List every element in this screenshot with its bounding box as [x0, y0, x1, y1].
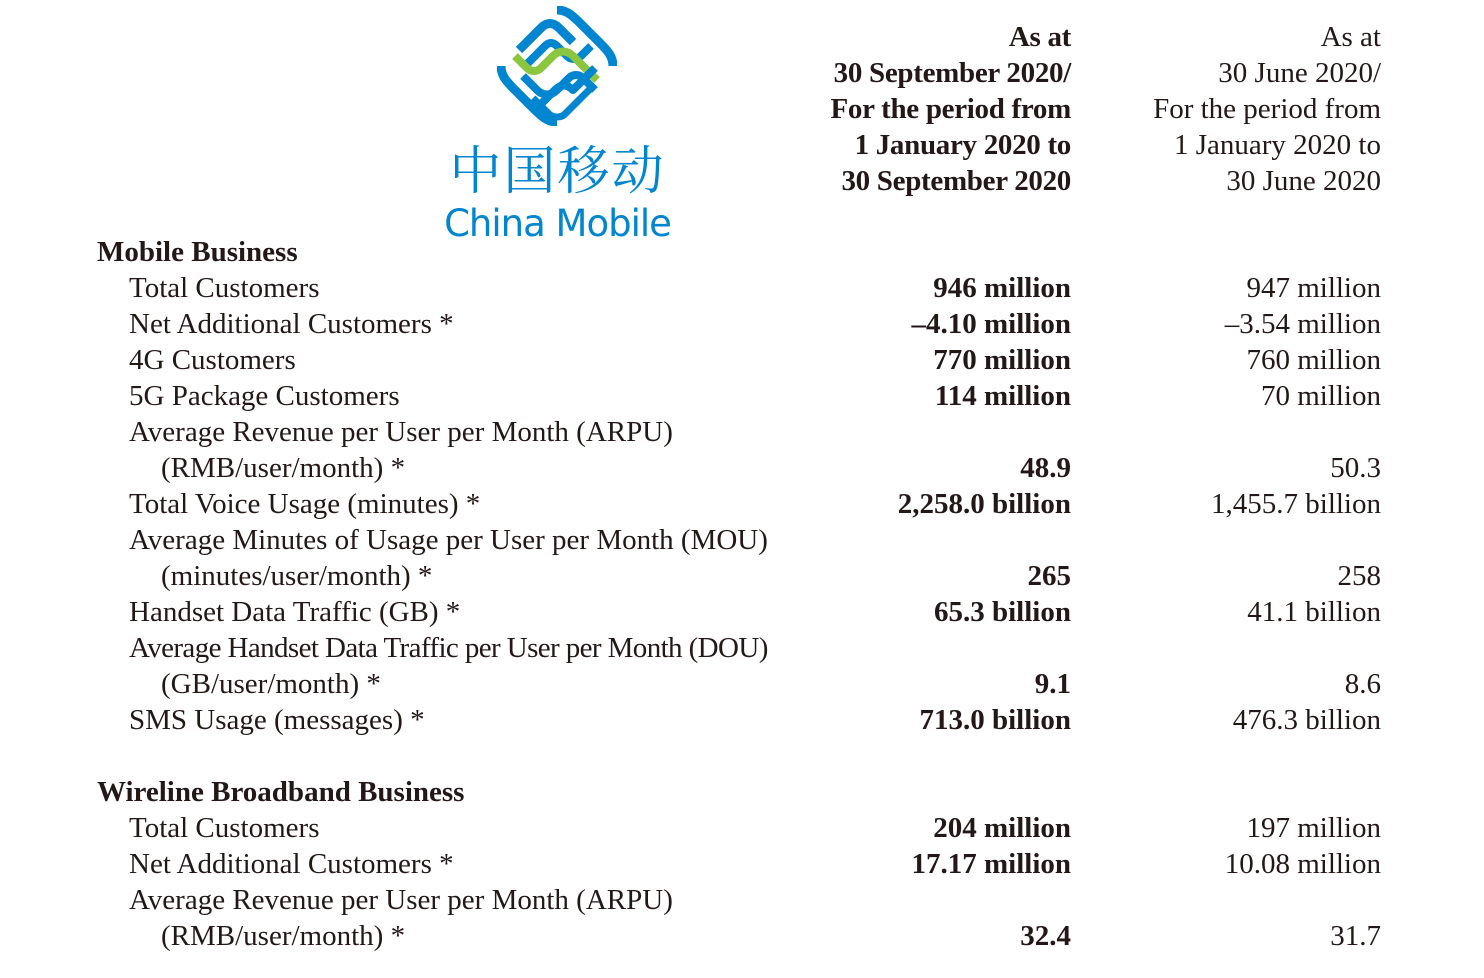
- row-label: 4G Customers: [129, 344, 296, 376]
- table-row-mobile-5g-customers: [0, 378, 1484, 414]
- current-value: 204 million: [933, 812, 1071, 844]
- row-label: Average Minutes of Usage per User per Month (MOU): [129, 524, 768, 556]
- row-label: Average Handset Data Traffic per User per Month (DOU): [129, 632, 768, 664]
- table-row-wireline-arpu: [0, 918, 1484, 954]
- section-spacer: [0, 738, 1484, 774]
- current-value: 114 million: [934, 380, 1071, 412]
- table-row-wireline-net-additional: [0, 846, 1484, 882]
- table-row-wireline-total-customers: [0, 810, 1484, 846]
- prior-value: 31.7: [1330, 920, 1381, 952]
- column-header-line: 1 January 2020 to: [1174, 129, 1381, 161]
- current-value: 265: [1027, 560, 1071, 592]
- column-header-line: 30 September 2020/: [833, 57, 1071, 89]
- prior-value: 760 million: [1246, 344, 1381, 376]
- prior-value: 50.3: [1330, 452, 1381, 484]
- table-row-mobile-total-customers: [0, 270, 1484, 306]
- prior-value: 10.08 million: [1224, 848, 1381, 880]
- current-value: 65.3 billion: [934, 596, 1071, 628]
- current-value: 17.17 million: [911, 848, 1071, 880]
- logo-chinese-name: 中国移动: [449, 142, 666, 202]
- column-header-line: 30 June 2020/: [1218, 57, 1381, 89]
- prior-value: 476.3 billion: [1232, 704, 1381, 736]
- current-value: 2,258.0 billion: [897, 488, 1071, 520]
- column-header-current-period: [831, 19, 1072, 199]
- table-row-mobile-arpu-title: [0, 414, 1484, 450]
- column-header-line: As at: [1008, 21, 1071, 53]
- table-row-mobile-handset-data: [0, 594, 1484, 630]
- row-label: SMS Usage (messages) *: [129, 704, 425, 736]
- current-value: 946 million: [933, 272, 1071, 304]
- prior-value: 947 million: [1246, 272, 1381, 304]
- row-label: (RMB/user/month) *: [161, 452, 406, 484]
- row-label: Average Revenue per User per Month (ARPU): [129, 884, 673, 916]
- table-row-wireline-arpu-title: [0, 882, 1484, 918]
- table-row-mobile-voice-usage: [0, 486, 1484, 522]
- row-label: (GB/user/month) *: [161, 668, 381, 700]
- column-header-line: 30 September 2020: [841, 165, 1071, 197]
- prior-value: 197 million: [1246, 812, 1381, 844]
- prior-value: 41.1 billion: [1247, 596, 1381, 628]
- section-heading-wireline: [0, 774, 1484, 810]
- column-header-line: As at: [1320, 21, 1381, 53]
- section-heading-mobile: [0, 234, 1484, 270]
- table-row-mobile-sms-usage: [0, 702, 1484, 738]
- row-label: Total Customers: [129, 272, 320, 304]
- current-value: 48.9: [1020, 452, 1071, 484]
- table-row-mobile-arpu: [0, 450, 1484, 486]
- current-value: 9.1: [1034, 668, 1071, 700]
- current-value: –4.10 million: [911, 308, 1071, 340]
- table-row-mobile-mou: [0, 558, 1484, 594]
- china-mobile-emblem-icon: [497, 6, 617, 126]
- column-header-line: For the period from: [830, 93, 1071, 125]
- prior-value: 258: [1337, 560, 1381, 592]
- row-label: (minutes/user/month) *: [161, 560, 433, 592]
- china-mobile-logo: [440, 4, 675, 244]
- row-label: Total Customers: [129, 812, 320, 844]
- row-label: Average Revenue per User per Month (ARPU): [129, 416, 673, 448]
- current-value: 770 million: [933, 344, 1071, 376]
- column-header-line: 1 January 2020 to: [854, 129, 1071, 161]
- row-label: Net Additional Customers *: [129, 848, 454, 880]
- table-row-mobile-dou: [0, 666, 1484, 702]
- current-value: 32.4: [1020, 920, 1071, 952]
- prior-value: –3.54 million: [1224, 308, 1381, 340]
- operating-data-table: [0, 234, 1484, 954]
- row-label: Handset Data Traffic (GB) *: [129, 596, 461, 628]
- table-row-mobile-4g-customers: [0, 342, 1484, 378]
- table-row-mobile-net-additional: [0, 306, 1484, 342]
- row-label: Net Additional Customers *: [129, 308, 454, 340]
- logo-english-name: China Mobile: [444, 202, 671, 245]
- table-row-mobile-dou-title: [0, 630, 1484, 666]
- column-header-line: For the period from: [1153, 93, 1381, 125]
- current-value: 713.0 billion: [919, 704, 1071, 736]
- section-title: Wireline Broadband Business: [97, 776, 465, 808]
- table-row-mobile-mou-title: [0, 522, 1484, 558]
- row-label: 5G Package Customers: [129, 380, 400, 412]
- column-header-line: 30 June 2020: [1226, 165, 1381, 197]
- prior-value: 70 million: [1260, 380, 1381, 412]
- section-title: Mobile Business: [97, 236, 298, 268]
- column-header-prior-period: [1153, 19, 1381, 199]
- prior-value: 8.6: [1344, 668, 1381, 700]
- row-label: (RMB/user/month) *: [161, 920, 406, 952]
- row-label: Total Voice Usage (minutes) *: [129, 488, 481, 520]
- prior-value: 1,455.7 billion: [1211, 488, 1381, 520]
